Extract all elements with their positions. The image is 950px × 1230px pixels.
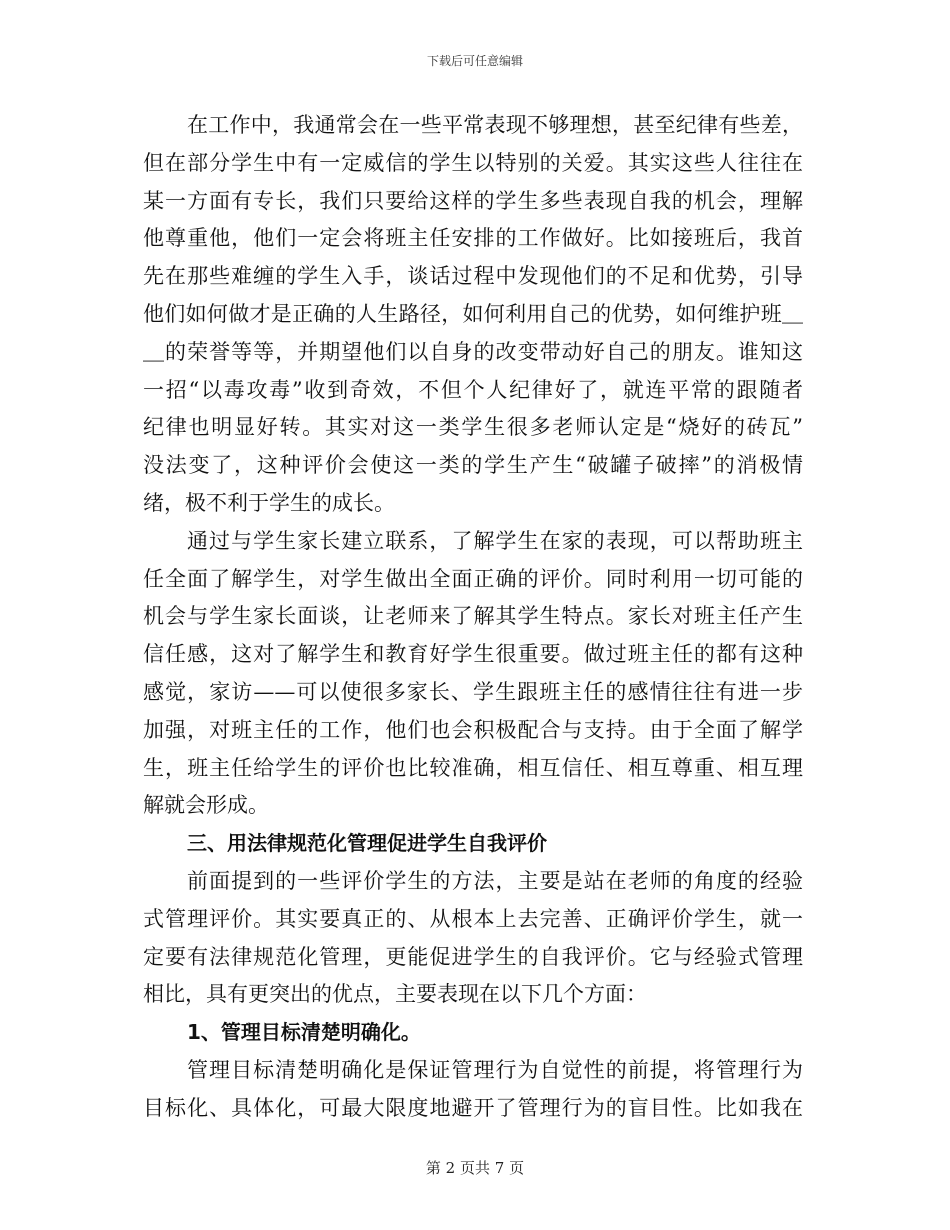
text-line: 他尊重他，他们一定会将班主任安排的工作做好。比如接班后，我首 [143,226,803,251]
text-line: 一招“以毒攻毒”收到奇效，不但个人纪律好了，就连平常的跟随者 [143,377,803,402]
page-footer: 第 2 页共 7 页 [425,1159,525,1177]
text-line: 机会与学生家长面谈，让老师来了解其学生特点。家长对班主任产生 [143,604,803,629]
section-heading: 三、用法律规范化管理促进学生自我评价 [187,831,547,856]
text-line: 解就会形成。 [143,793,269,818]
text-line: 定要有法律规范化管理，更能促进学生的自我评价。它与经验式管理 [143,944,803,969]
text-line: 相比，具有更突出的优点，主要表现在以下几个方面： [143,982,647,1007]
text-line: 信任感，这对了解学生和教育好学生很重要。做过班主任的都有这种 [143,642,803,667]
text-line: 在工作中，我通常会在一些平常表现不够理想，甚至纪律有些差， [187,113,803,137]
text-line: 任全面了解学生，对学生做出全面正确的评价。同时利用一切可能的 [143,566,803,591]
text-line: 加强，对班主任的工作，他们也会积极配合与支持。由于全面了解学 [143,717,803,742]
subsection-heading: 1、管理目标清楚明确化。 [187,1020,421,1045]
text-line: 没法变了，这种评价会使这一类的学生产生“破罐子破摔”的消极情 [143,453,803,478]
document-body [143,107,803,1128]
text-line: 目标化、具体化，可最大限度地避开了管理行为的盲目性。比如我在 [143,1095,803,1120]
text-line: 管理目标清楚明确化是保证管理行为自觉性的前提，将管理行为 [187,1057,803,1082]
text-line: ＿的荣誉等等，并期望他们以自身的改变带动好自己的朋友。谁知这 [143,339,803,364]
text-line: 但在部分学生中有一定威信的学生以特别的关爱。其实这些人往往在 [143,150,803,175]
text-line: 前面提到的一些评价学生的方法，主要是站在老师的角度的经验 [187,868,803,893]
text-line: 通过与学生家长建立联系，了解学生在家的表现，可以帮助班主 [187,528,803,553]
page-header: 下载后可任意编辑 [426,54,523,68]
text-line: 绪，极不利于学生的成长。 [143,490,395,515]
text-line: 感觉，家访——可以使很多家长、学生跟班主任的感情往往有进一步 [143,679,803,704]
text-line: 先在那些难缠的学生入手，谈话过程中发现他们的不足和优势，引导 [143,264,803,289]
text-line: 某一方面有专长，我们只要给这样的学生多些表现自我的机会，理解 [143,188,803,213]
text-line: 纪律也明显好转。其实对这一类学生很多老师认定是“烧好的砖瓦” [143,415,803,440]
text-line: 他们如何做才是正确的人生路径，如何利用自己的优势，如何维护班＿ [143,301,803,326]
text-line: 生，班主任给学生的评价也比较准确，相互信任、相互尊重、相互理 [143,755,803,780]
text-line: 式管理评价。其实要真正的、从根本上去完善、正确评价学生，就一 [143,906,803,931]
